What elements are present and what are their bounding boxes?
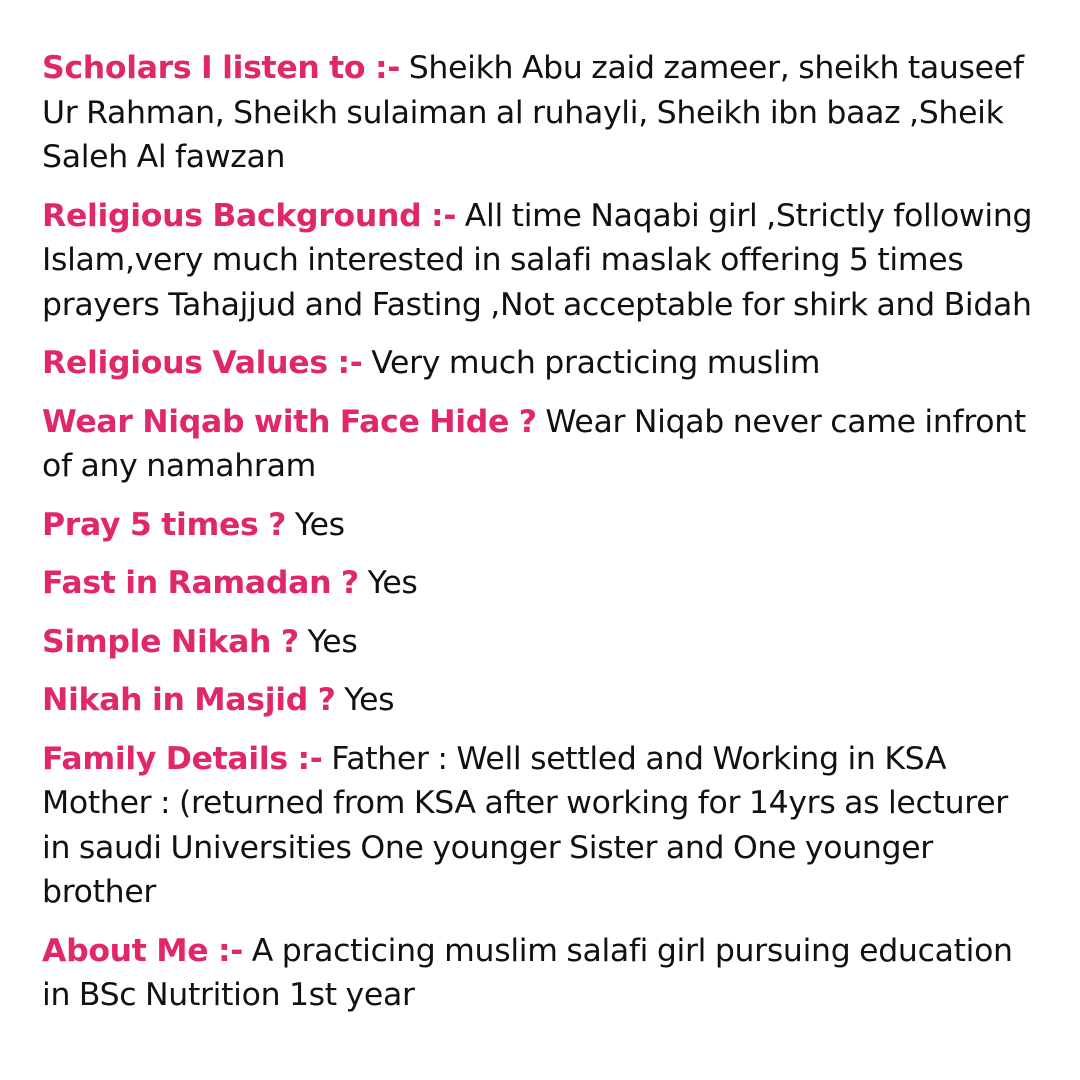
label-family-details: Family Details :- <box>42 740 323 777</box>
entry-simple-nikah <box>42 620 1044 665</box>
entry-first-line <box>42 46 1044 91</box>
entry-religious-background <box>42 194 1044 328</box>
value-line: in BSc Nutrition 1st year <box>42 977 415 1013</box>
value-line: Ur Rahman, Sheikh sulaiman al ruhayli, Sheikh ibn baaz ,Sheik <box>42 94 1004 131</box>
value-line: Yes <box>358 565 418 601</box>
entry-first-line <box>42 737 1044 782</box>
value-line: Saleh Al fawzan <box>42 139 286 175</box>
label-simple-nikah: Simple Nikah ? <box>42 623 299 660</box>
value-line: prayers Tahajjud and Fasting ,Not acceptable for shirk and Bidah <box>42 286 1032 323</box>
entry-first-line <box>42 620 1044 665</box>
label-fast: Fast in Ramadan ? <box>42 565 359 601</box>
entry-first-line <box>42 929 1044 974</box>
entry-religious-values <box>42 341 1044 386</box>
entry-about-me <box>42 929 1044 1018</box>
label-about-me: About Me :- <box>42 932 244 969</box>
entry-first-line <box>42 561 1044 606</box>
label-religious-background: Religious Background :- <box>42 197 457 234</box>
value-line: Wear Niqab never came infront <box>536 403 1026 440</box>
value-line: A practicing muslim salafi girl pursuing education <box>243 932 1013 969</box>
entry-pray <box>42 503 1044 548</box>
entry-family-details <box>42 737 1044 915</box>
value-line: Yes <box>298 623 358 660</box>
value-line: of any namahram <box>42 448 316 484</box>
value-line: Yes <box>335 682 395 718</box>
entry-scholars <box>42 46 1044 180</box>
entry-first-line <box>42 341 1044 386</box>
label-nikah-masjid: Nikah in Masjid ? <box>42 682 336 718</box>
value-line: Very much practicing muslim <box>362 345 821 381</box>
entry-first-line <box>42 400 1044 445</box>
entry-niqab <box>42 400 1044 489</box>
value-line: Sheikh Abu zaid zameer, sheikh tauseef <box>400 50 1024 86</box>
value-line: Mother : (returned from KSA after working for 14yrs as lecturer <box>42 785 1008 821</box>
value-line: in saudi Universities One younger Sister and One younger <box>42 829 933 866</box>
value-line: All time Naqabi girl ,Strictly following <box>456 197 1033 234</box>
entry-first-line <box>42 503 1044 548</box>
value-line: brother <box>42 874 157 910</box>
label-scholars: Scholars I listen to :- <box>42 50 401 86</box>
label-pray: Pray 5 times ? <box>42 506 287 543</box>
entry-first-line <box>42 678 1044 723</box>
entry-first-line <box>42 194 1044 239</box>
value-line: Yes <box>286 506 345 543</box>
label-religious-values: Religious Values :- <box>42 345 363 381</box>
value-line: Islam,very much interested in salafi maslak offering 5 times <box>42 242 964 278</box>
value-line: Father : Well settled and Working in KSA <box>322 740 947 777</box>
entry-nikah-masjid <box>42 678 1044 723</box>
label-niqab: Wear Niqab with Face Hide ? <box>42 403 537 440</box>
entry-fast <box>42 561 1044 606</box>
